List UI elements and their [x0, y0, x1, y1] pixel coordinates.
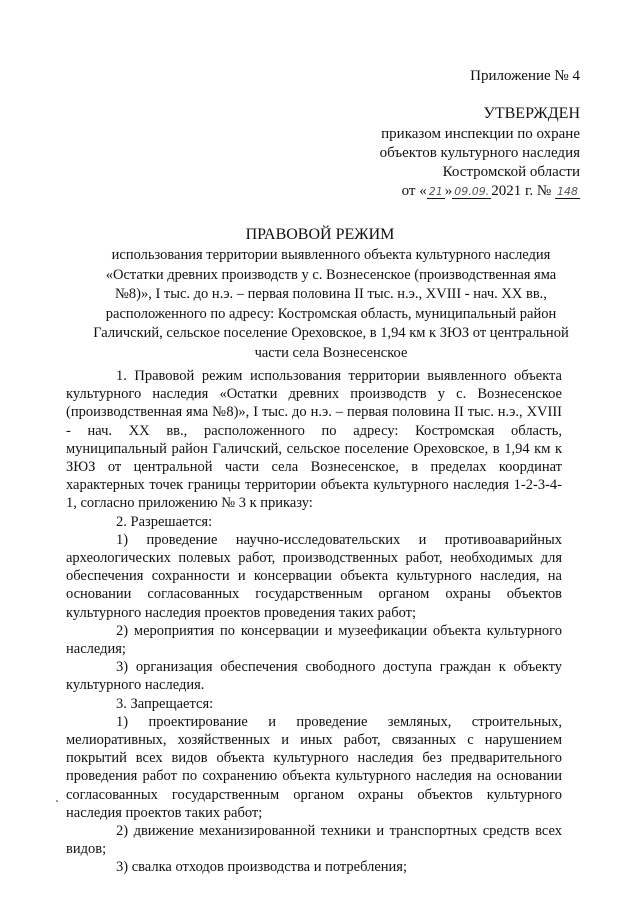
date-mid: » — [444, 183, 453, 199]
list-item: 1) проведение научно-исследовательских и противоаварийных археологических полевых работ, производственных работ, необходимых для обеспечения сохранности и консервации объекта культурного наследия, на основании согласованных государственным органом охраны объектов культурного наследия проектов проведения таких работ; — [66, 531, 562, 621]
order-line: приказом инспекции по охране — [381, 126, 580, 142]
list-item: 3) свалка отходов производства и потребления; — [116, 859, 408, 876]
order-line: Костромской области — [442, 164, 580, 180]
date-year: 2021 г. № — [491, 183, 552, 199]
document-body — [66, 367, 562, 877]
list-item: 1) проектирование и проведение земляных, строительных, мелиоративных, хозяйственных и иных работ, связанных с нарушением покрытий всех видов объекта культурного наследия без предварительного проведения работ по сохранению объекта культурного наследия на основании согласованных государственным органом охраны объектов культурного наследия проектов таких работ; — [66, 713, 562, 821]
date-month: 09.09. — [454, 185, 490, 198]
order-date-line — [380, 182, 580, 201]
scan-artifact — [56, 800, 58, 802]
approval-block — [380, 104, 580, 201]
list-item: 2) движение механизированной техники и транспортных средств всех видов; — [66, 823, 562, 858]
list-item: 3) организация обеспечения свободного доступа граждан к объекту культурного наследия. — [66, 659, 562, 694]
approved-title: УТВЕРЖДЕН — [483, 105, 580, 122]
section-2-heading: 2. Разрешается: — [116, 513, 213, 530]
appendix-label: Приложение № 4 — [470, 68, 580, 84]
section-1: 1. Правовой режим использования территории выявленного объекта культурного наследия «Остатки древних производств у с. Вознесенское (производственная яма №8)», I тыс. до н.э. – первая половина II тыс. н.э., XVIII - нач. XX вв., расположенного по адресу: Костромская область, муниципальный район Галичский, сельское поселение Ореховское, в 1,94 км к ЗЮЗ от центральной части села Вознесенское, в пределах координат характерных точек границы территории объекта культурного наследия 1-2-3-4-1, согласно приложению № 3 к приказу: — [66, 368, 562, 512]
date-day: 21 — [428, 185, 443, 198]
section-3-heading: 3. Запрещается: — [116, 695, 214, 712]
document-subtitle: использования территории выявленного объекта культурного наследия «Остатки древних производств у с. Вознесенское (производственная яма №8)», I тыс. до н.э. – первая половина II тыс. н.э., XVIII - нач. XX вв., расположенного по адресу: Костромская область, муниципальный район Галичский, сельское поселение Ореховское, в 1,94 км к ЗЮЗ от центральной части села Вознесенское — [93, 247, 569, 361]
date-prefix: от « — [401, 183, 427, 199]
document-title: ПРАВОВОЙ РЕЖИМ — [245, 226, 395, 243]
order-number: 148 — [557, 185, 578, 198]
list-item: 2) мероприятия по консервации и музеефикации объекта культурного наследия; — [66, 622, 562, 658]
order-line: объектов культурного наследия — [379, 145, 580, 161]
